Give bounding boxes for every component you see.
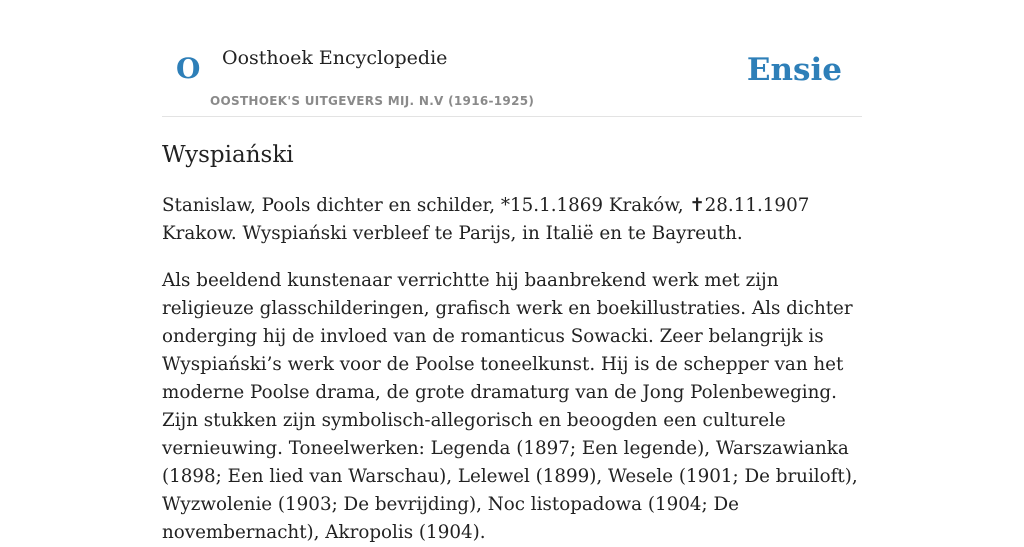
source-title[interactable]: Oosthoek Encyclopedie xyxy=(222,47,448,69)
article xyxy=(162,136,862,547)
source-logo[interactable]: O xyxy=(176,52,201,85)
article-title: Wyspiański xyxy=(162,142,294,168)
article-paragraph: Stanislaw, Pools dichter en schilder, *15.1.1869 Kraków, ✝28.11.1907 Krakow. Wyspiański verbleef te Parijs, in Italië en te Bayreuth. xyxy=(162,195,810,244)
source-header xyxy=(162,0,862,117)
brand-logo[interactable]: Ensie xyxy=(746,52,842,88)
article-paragraph: Als beeldend kunstenaar verrichtte hij baanbrekend werk met zijn religieuze glasschilderingen, grafisch werk en boekillustraties. Als dichter onderging hij de invloed van de romanticus Sowacki. Zeer belangrijk is Wyspiański’s werk voor de Poolse toneelkunst. Hij is de schepper van het moderne Poolse drama, de grote dramaturg van de Jong Polenbeweging. Zijn stukken zijn symbolisch-allegorisch en beoogden een culturele vernieuwing. Toneelwerken: Legenda (1897; Een legende), Warszawianka (1898; Een lied van Warschau), Lelewel (1899), Wesele (1901; De bruiloft), Wyzwolenie (1903; De bevrijding), Noc listopadowa (1904; De novembernacht), Akropolis (1904). xyxy=(162,270,858,543)
source-subtitle: OOSTHOEK'S UITGEVERS MIJ. N.V (1916-1925) xyxy=(210,94,535,108)
